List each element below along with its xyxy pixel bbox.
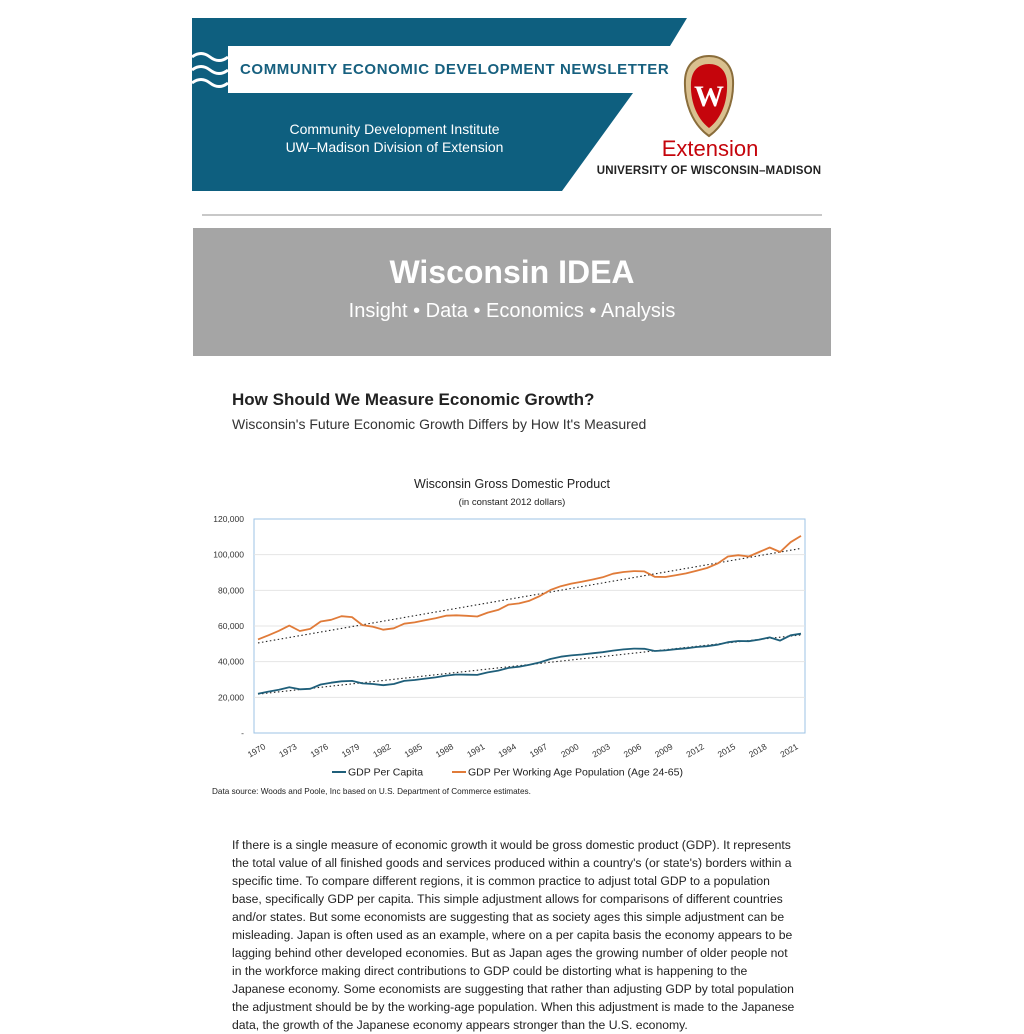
x-tick-label: 2018 (747, 741, 769, 760)
chart-title: Wisconsin Gross Domestic Product (414, 477, 610, 491)
series-line-gdp-per-capita (258, 634, 801, 694)
institute-name: Community Development Institute (289, 121, 500, 137)
y-tick-label: 40,000 (218, 656, 244, 667)
x-tick-label: 1973 (277, 741, 299, 760)
x-tick-label: 1976 (308, 741, 330, 760)
x-tick-label: 2000 (559, 741, 581, 760)
uw-crest-logo[interactable] (682, 54, 736, 138)
crest-letter: W (694, 80, 724, 113)
wave-icon (192, 76, 228, 90)
newsletter-title: COMMUNITY ECONOMIC DEVELOPMENT NEWSLETTER (240, 61, 670, 78)
y-tick-label: 80,000 (218, 585, 244, 596)
chart-subtitle: (in constant 2012 dollars) (458, 497, 566, 508)
article-title: How Should We Measure Economic Growth? (232, 390, 595, 409)
chart-source: Data source: Woods and Poole, Inc based on U.S. Department of Commerce estimates. (212, 787, 531, 796)
x-tick-label: 1985 (402, 741, 424, 760)
wave-icon (192, 63, 228, 77)
x-tick-label: 2012 (684, 741, 706, 760)
article-subtitle: Wisconsin's Future Economic Growth Differs by How It's Measured (232, 416, 647, 432)
series-line-gdp-per-working-age (258, 536, 801, 640)
x-tick-label: 2006 (621, 741, 644, 760)
y-tick-label: 60,000 (218, 621, 244, 631)
idea-title: Wisconsin IDEA (389, 254, 635, 290)
y-tick-label: 120,000 (213, 514, 244, 524)
x-tick-label: 2003 (590, 741, 612, 760)
y-tick-label: 100,000 (213, 549, 244, 560)
legend-label-gdp-per-capita: GDP Per Capita (348, 766, 424, 779)
x-tick-label: 2015 (715, 741, 738, 760)
y-tick-label: - (241, 728, 244, 738)
x-tick-label: 1970 (245, 741, 268, 760)
wave-icon (192, 50, 228, 64)
extension-wordmark: Extension (661, 136, 759, 161)
idea-subtitle: Insight • Data • Economics • Analysis (348, 300, 676, 322)
university-name: UNIVERSITY OF WISCONSIN–MADISON (596, 165, 822, 177)
x-tick-label: 1991 (465, 741, 487, 760)
x-tick-label: 1988 (433, 741, 456, 760)
article-body (232, 836, 797, 1034)
x-tick-label: 2021 (778, 741, 800, 760)
gdp-line-chart (200, 470, 820, 810)
x-tick-label: 2009 (653, 741, 675, 760)
division-name: UW–Madison Division of Extension (285, 139, 504, 155)
y-tick-label: 20,000 (218, 692, 244, 703)
x-tick-label: 1979 (339, 741, 362, 760)
header-divider (202, 214, 822, 216)
x-tick-label: 1994 (496, 741, 518, 760)
legend-label-gdp-per-working-age: GDP Per Working Age Population (Age 24-65) (468, 766, 683, 779)
article-paragraph: If there is a single measure of economic growth it would be gross domestic product (GDP). It represents the total value of all finished goods and services produced within a country's (or state's) borders within a specific time. To compare different regions, it is common practice to adjust total GDP to a population base, specifically GDP per capita. This simple adjustment allows for comparisons of different countries and/or states. But some economists are suggesting that as society ages this simple adjustment can be misleading. Japan is often used as an example, where on a per capita basis the economy appears to be lagging behind other developed economies. But as Japan ages the growing number of older people not in the workforce making direct contributions to GDP could be distorting what is happening to the Japanese economy. Some economists are suggesting that rather than adjusting GDP by total population the adjustment should be by the working-age population. When this adjustment is made to the Japanese data, the growth of the Japanese economy appears stronger than the U.S. economy. (232, 838, 795, 1032)
idea-banner (193, 228, 831, 356)
x-tick-label: 1982 (371, 741, 393, 760)
x-tick-label: 1997 (527, 741, 550, 760)
